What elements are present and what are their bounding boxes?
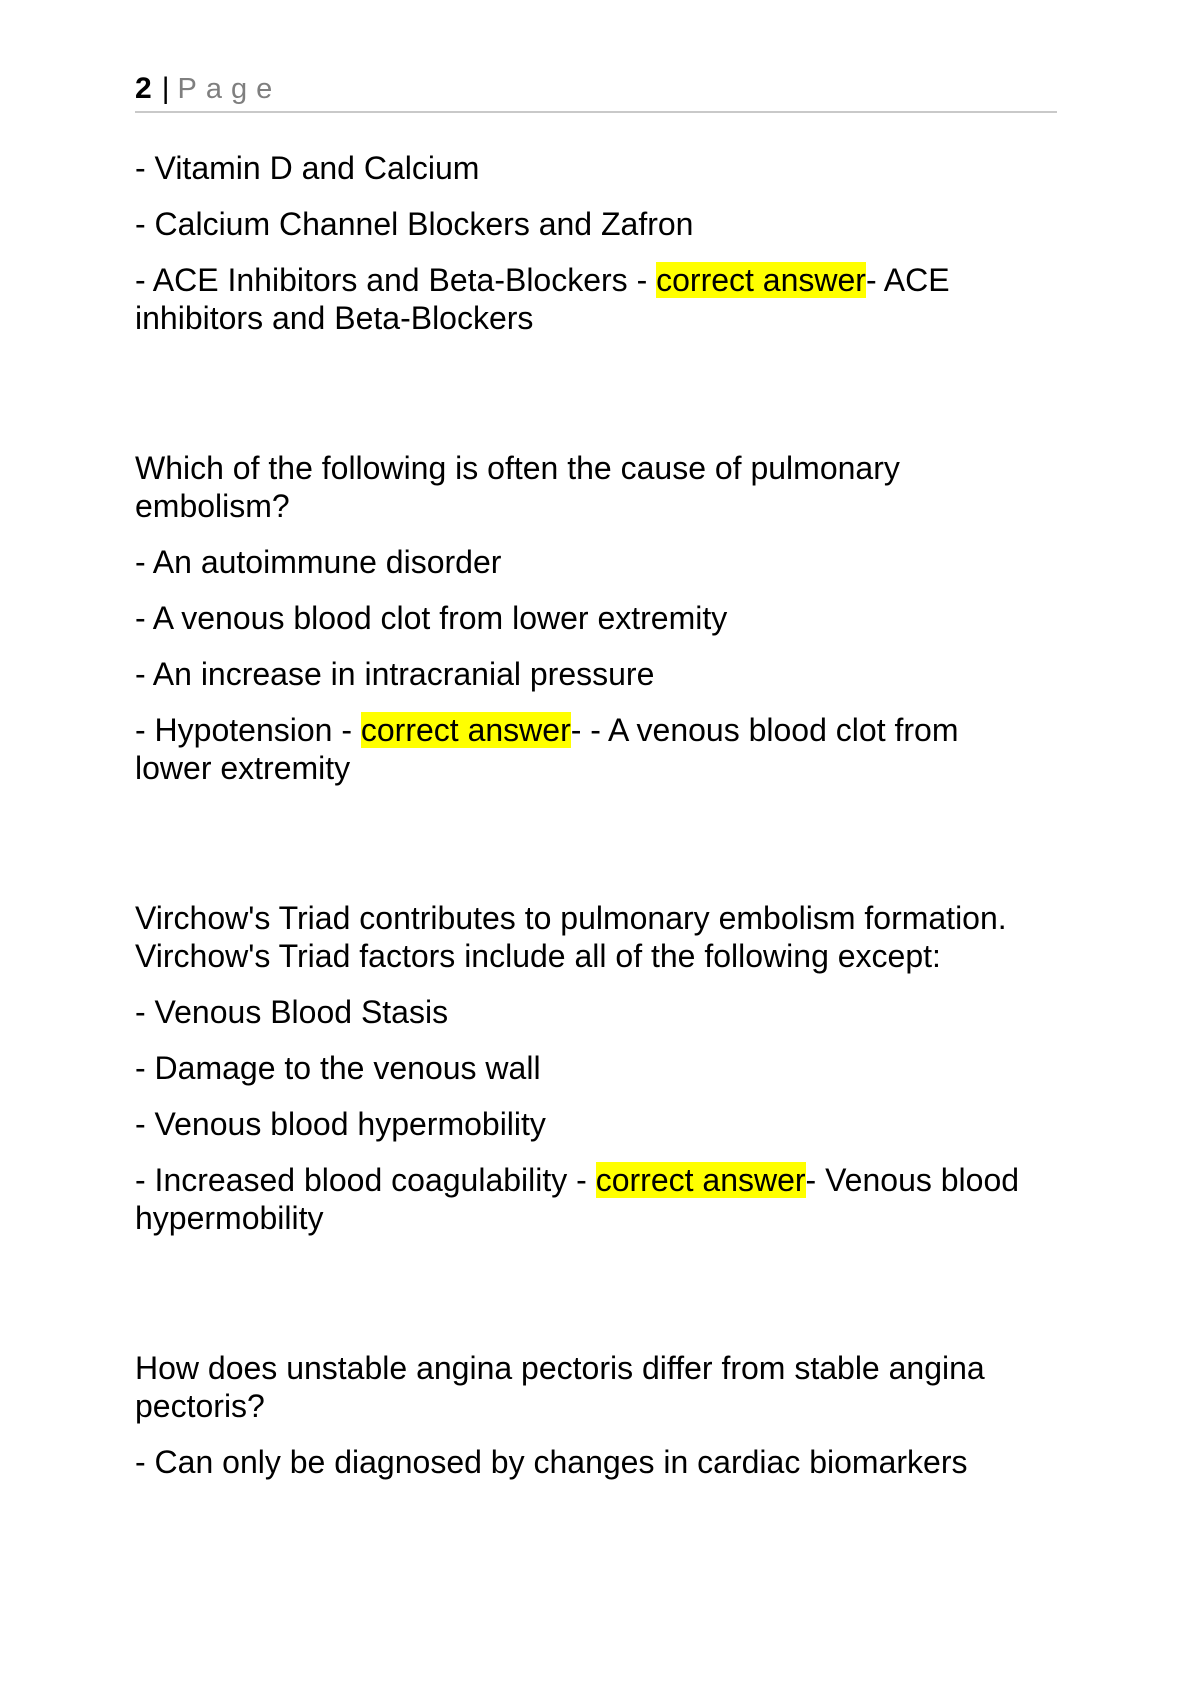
option-text: - A venous blood clot from lower extremity [135, 600, 728, 636]
option-text: - Can only be diagnosed by changes in cardiac biomarkers [135, 1444, 968, 1480]
option-text: - Vitamin D and Calcium [135, 150, 480, 186]
page-label: Page [177, 73, 282, 105]
question-text [135, 449, 1035, 525]
correct-answer-highlight: correct answer [656, 262, 866, 298]
answer-text: - Venous blood hypermobility [135, 1162, 1020, 1236]
option-text: - Calcium Channel Blockers and Zafron [135, 206, 694, 242]
question-block-2 [135, 449, 1035, 787]
answer-option [135, 543, 1035, 581]
question-block-4 [135, 1349, 1035, 1481]
answer-option [135, 599, 1035, 637]
question-line: How does unstable angina pectoris differ from stable angina pectoris? [135, 1350, 985, 1424]
question-line: Virchow's Triad contributes to pulmonary embolism formation. Virchow's Triad factors include all of the following except: [135, 900, 1007, 974]
correct-answer-highlight: correct answer [595, 1162, 806, 1198]
answer-option [135, 1443, 1035, 1481]
answer-option [135, 149, 1035, 187]
question-block-1 [135, 149, 1035, 337]
option-text: - Hypotension - [135, 712, 361, 748]
question-line: Which of the following is often the cause of pulmonary embolism? [135, 450, 900, 524]
answer-option [135, 993, 1035, 1031]
option-text: - An increase in intracranial pressure [135, 656, 655, 692]
answer-reveal-line [135, 1161, 1035, 1237]
option-text: - Damage to the venous wall [135, 1050, 541, 1086]
header-separator: | [161, 72, 170, 105]
document-body [135, 149, 1035, 1481]
answer-option [135, 655, 1035, 693]
page-header [135, 72, 1057, 113]
question-text [135, 899, 1035, 975]
answer-option [135, 205, 1035, 243]
answer-text: - - A venous blood clot from lower extremity [135, 712, 959, 786]
page-number: 2 [135, 72, 152, 105]
question-block-3 [135, 899, 1035, 1237]
option-text: - Increased blood coagulability - [135, 1162, 596, 1198]
option-text: - ACE Inhibitors and Beta-Blockers - [135, 262, 657, 298]
answer-text: - ACE inhibitors and Beta-Blockers [135, 262, 950, 336]
option-text: - An autoimmune disorder [135, 544, 502, 580]
correct-answer-highlight: correct answer [360, 712, 571, 748]
answer-option [135, 1105, 1035, 1143]
answer-reveal-line [135, 711, 1035, 787]
option-text: - Venous Blood Stasis [135, 994, 449, 1030]
answer-option [135, 1049, 1035, 1087]
question-text [135, 1349, 1035, 1425]
option-text: - Venous blood hypermobility [135, 1106, 546, 1142]
answer-reveal-line [135, 261, 1035, 337]
